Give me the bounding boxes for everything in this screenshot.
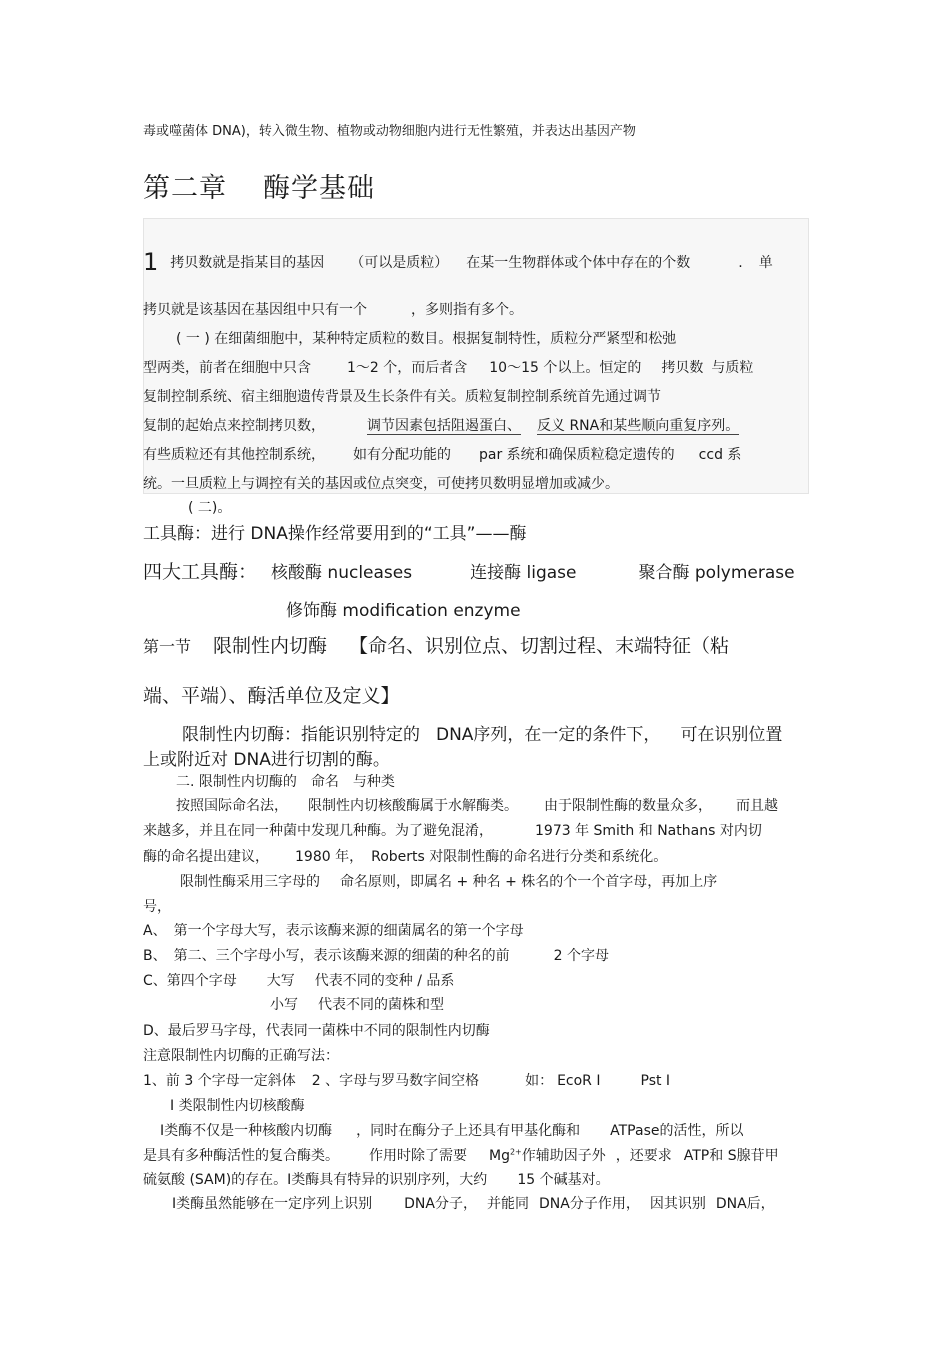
tool-ligase: 连接酶 ligase	[470, 563, 577, 583]
box-line-1: 1 拷贝数就是指某目的基因 （可以是质粒） 在某一生物群体或个体中存在的个数 . 单	[143, 248, 773, 276]
example-psti: Pst Ⅰ	[640, 1073, 671, 1089]
naming-p2: 来越多，并且在同一种菌中发现几种酶。为了避免混淆， 1973 年 Smith 和 Nathans 对内切	[143, 823, 762, 839]
four-tools-line	[143, 557, 795, 584]
part-two-label: ( 二)。	[188, 500, 232, 516]
naming-p5: 号，	[143, 899, 171, 915]
box-line-6: 复制的起始点来控制拷贝数， 调节因素包括阻遏蛋白、 反义 RNA和某些顺向重复序列。	[143, 418, 740, 434]
four-tools-label: 四大工具酶：	[143, 561, 258, 583]
naming-p4: 限制性酶采用三字母的 命名原则，即属名 + 种名 + 株名的个一个首字母，再加上序	[180, 874, 718, 890]
tool-modification: 修饰酶 modification enzyme	[286, 601, 521, 621]
box-line-5: 复制控制系统、宿主细胞遗传背景及生长条件有关。质粒复制控制系统首先通过调节	[143, 389, 661, 405]
box-line-2: 拷贝就是该基因在基因组中只有一个 ，多则指有多个。	[143, 302, 523, 318]
rule-C: C、第四个字母 大写 代表不同的变种 / 品系	[143, 973, 455, 989]
tool-enzyme-line: 工具酶：进行 DNA操作经常要用到的“工具”——酶	[143, 524, 527, 544]
naming-p1: 按照国际命名法， 限制性内切核酸酶属于水解酶类。 由于限制性酶的数量众多， 而且越	[176, 798, 778, 814]
definition-line-1: 限制性内切酶：指能识别特定的 DNA序列，在一定的条件下， 可在识别位置	[182, 725, 783, 745]
type1-heading: Ⅰ 类限制性内切核酸酶	[170, 1098, 305, 1114]
box-line-7: 有些质粒还有其他控制系统， 如有分配功能的 par 系统和确保质粒稳定遗传的 ccd 系	[143, 447, 742, 463]
chapter-heading	[143, 166, 375, 205]
chapter-title: 酶学基础	[263, 173, 375, 204]
type1-p4: Ⅰ类酶虽然能够在一定序列上识别 DNA分子， 并能同 DNA分子作用， 因其识别 DNA后，	[172, 1196, 775, 1212]
rule-C2: 小写 代表不同的菌株和型	[270, 997, 444, 1013]
rule-B: B、 第二、三个字母小写，表示该酶来源的细菌的种名的前 2 个字母	[143, 948, 609, 964]
type1-p1: Ⅰ类酶不仅是一种核酸内切酶 ，同时在酶分子上还具有甲基化酶和 ATPase的活性，所以	[160, 1123, 744, 1139]
box-line-3: ( 一 ) 在细菌细胞中，某种特定质粒的数目。根据复制特性，质粒分严紧型和松弛	[176, 331, 677, 347]
naming-p3: 酶的命名提出建议， 1980 年， Roberts 对限制性酶的命名进行分类和系统化。	[143, 849, 668, 865]
example-ecori: EcoR Ⅰ	[557, 1073, 601, 1089]
type1-p2: 是具有多种酶活性的复合酶类。 作用时除了需要 $Mg^{2+}$作辅助因子外 ，还要求 ATP和 S腺苷甲	[143, 1147, 779, 1164]
intro-line: 毒或噬菌体 DNA)，转入微生物、植物或动物细胞内进行无性繁殖，并表达出基因产物	[143, 124, 636, 139]
type1-p3: 硫氨酸 (SAM)的存在。Ⅰ类酶具有特异的识别序列，大约 15 个碱基对。	[143, 1172, 610, 1188]
rule-A: A、 第一个字母大写，表示该酶来源的细菌属名的第一个字母	[143, 923, 524, 939]
naming-heading: 二. 限制性内切酶的 命名 与种类	[176, 774, 395, 790]
section-heading-cont: 端、平端）、酶活单位及定义】	[143, 685, 400, 707]
paragraph-number: 1	[143, 248, 159, 276]
rule-D: D、最后罗马字母，代表同一菌株中不同的限制性内切酶	[143, 1023, 490, 1039]
section-label: 第一节	[143, 637, 192, 656]
writing-note: 注意限制性内切酶的正确写法：	[143, 1048, 339, 1064]
tool-polymerase: 聚合酶 polymerase	[638, 563, 795, 583]
definition-line-2: 上或附近对 DNA进行切割的酶。	[143, 750, 390, 770]
tool-nucleases: 核酸酶 nucleases	[271, 563, 413, 583]
writing-rule-line: 1、前 3 个字母一定斜体 2 、字母与罗马数字间空格 如： EcoR Ⅰ Pst Ⅰ	[143, 1073, 671, 1089]
section-heading: 第一节 限制性内切酶 【命名、识别位点、切割过程、末端特征（粘	[143, 635, 730, 657]
box-line-8: 统。一旦质粒上与调控有关的基因或位点突变，可使拷贝数明显增加或减少。	[143, 476, 619, 492]
box-line-4: 型两类，前者在细胞中只含 1～2 个，而后者含 10～15 个以上。恒定的 拷贝数 与质粒	[143, 360, 754, 376]
chapter-number: 第二章	[143, 173, 227, 204]
